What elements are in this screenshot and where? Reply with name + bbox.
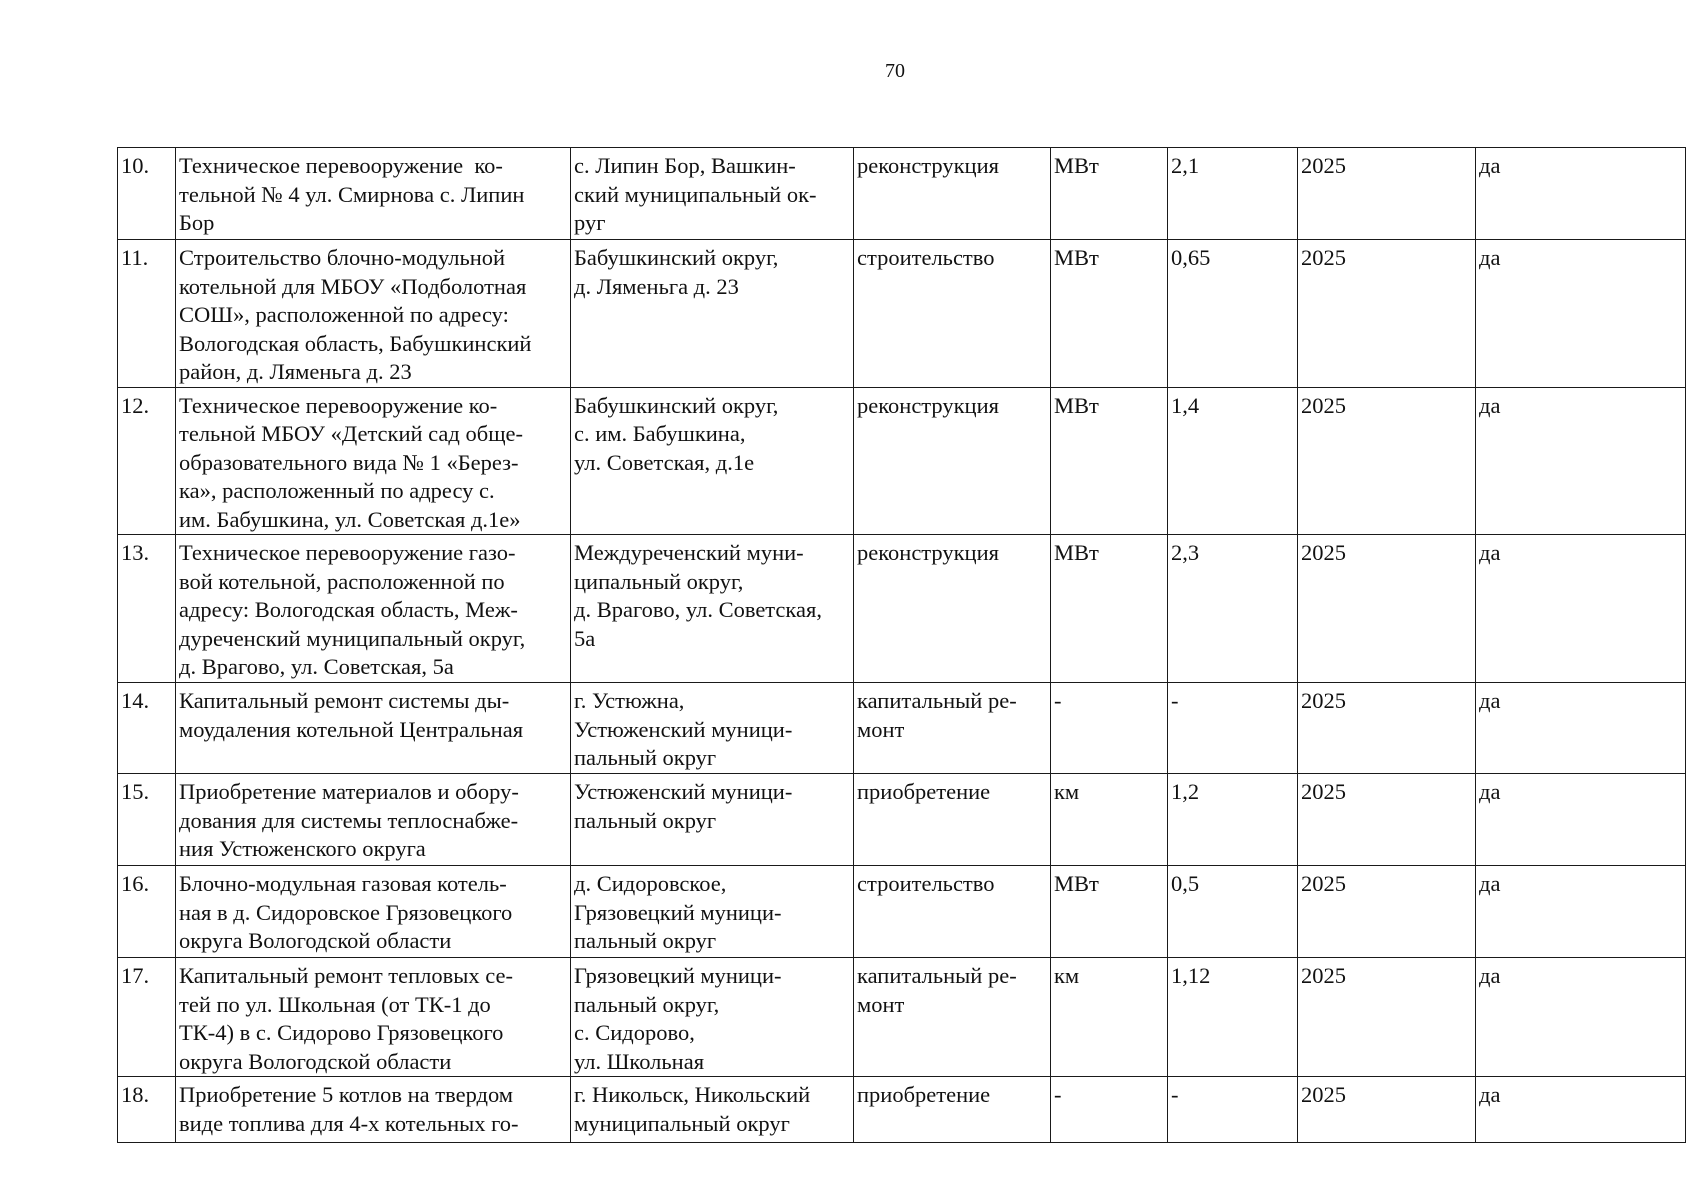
table-row bbox=[118, 958, 1686, 1077]
row-number-cell: 18. bbox=[118, 1077, 176, 1143]
year-cell: 2025 bbox=[1298, 683, 1476, 774]
location-cell: Междуреченский муни- ципальный округ, д. Врагово, ул. Советская, 5а bbox=[571, 535, 854, 683]
location-cell: д. Сидоровское, Грязовецкий муници- пальный округ bbox=[571, 866, 854, 958]
work-type-cell: капитальный ре- монт bbox=[854, 958, 1051, 1077]
unit-cell: МВт bbox=[1051, 387, 1168, 535]
table-row bbox=[118, 774, 1686, 866]
project-name-cell: Техническое перевооружение ко- тельной № 4 ул. Смирнова с. Липин Бор bbox=[176, 148, 571, 240]
year-cell: 2025 bbox=[1298, 866, 1476, 958]
project-name-cell: Блочно-модульная газовая котель- ная в д. Сидоровское Грязовецкого округа Вологодской области bbox=[176, 866, 571, 958]
project-name-cell: Капитальный ремонт тепловых се- тей по ул. Школьная (от ТК-1 до ТК-4) в с. Сидорово Грязовецкого округа Вологодской области bbox=[176, 958, 571, 1077]
flag-cell: да bbox=[1476, 683, 1686, 774]
unit-cell: - bbox=[1051, 1077, 1168, 1143]
capacity-value-cell: 2,1 bbox=[1168, 148, 1298, 240]
table-row bbox=[118, 240, 1686, 388]
row-number-cell: 10. bbox=[118, 148, 176, 240]
project-name-cell: Техническое перевооружение ко- тельной МБОУ «Детский сад обще- образовательного вида № 1 «Берез- ка», расположенный по адресу с. им. Бабушкина, ул. Советская д.1е» bbox=[176, 387, 571, 535]
year-cell: 2025 bbox=[1298, 387, 1476, 535]
flag-cell: да bbox=[1476, 958, 1686, 1077]
project-name-cell: Приобретение 5 котлов на твердом виде топлива для 4-х котельных го- bbox=[176, 1077, 571, 1143]
work-type-cell: приобретение bbox=[854, 1077, 1051, 1143]
unit-cell: МВт bbox=[1051, 535, 1168, 683]
project-name-cell: Строительство блочно-модульной котельной для МБОУ «Подболотная СОШ», расположенной по адресу: Вологодская область, Бабушкинский район, д. Ляменьга д. 23 bbox=[176, 240, 571, 388]
row-number-cell: 11. bbox=[118, 240, 176, 388]
flag-cell: да bbox=[1476, 774, 1686, 866]
year-cell: 2025 bbox=[1298, 774, 1476, 866]
row-number-cell: 12. bbox=[118, 387, 176, 535]
capacity-value-cell: - bbox=[1168, 1077, 1298, 1143]
work-type-cell: реконструкция bbox=[854, 148, 1051, 240]
work-type-cell: реконструкция bbox=[854, 387, 1051, 535]
year-cell: 2025 bbox=[1298, 958, 1476, 1077]
work-type-cell: реконструкция bbox=[854, 535, 1051, 683]
work-type-cell: строительство bbox=[854, 866, 1051, 958]
work-type-cell: строительство bbox=[854, 240, 1051, 388]
table-row bbox=[118, 866, 1686, 958]
capacity-value-cell: 1,2 bbox=[1168, 774, 1298, 866]
location-cell: Устюженский муници- пальный округ bbox=[571, 774, 854, 866]
flag-cell: да bbox=[1476, 1077, 1686, 1143]
year-cell: 2025 bbox=[1298, 1077, 1476, 1143]
unit-cell: км bbox=[1051, 774, 1168, 866]
table-row bbox=[118, 535, 1686, 683]
capacity-value-cell: 1,4 bbox=[1168, 387, 1298, 535]
flag-cell: да bbox=[1476, 866, 1686, 958]
row-number-cell: 16. bbox=[118, 866, 176, 958]
location-cell: Бабушкинский округ, с. им. Бабушкина, ул. Советская, д.1е bbox=[571, 387, 854, 535]
table-row bbox=[118, 387, 1686, 535]
project-name-cell: Техническое перевооружение газо- вой котельной, расположенной по адресу: Вологодская область, Меж- дуреченский муниципальный округ, д. Врагово, ул. Советская, 5а bbox=[176, 535, 571, 683]
location-cell: г. Устюжна, Устюженский муници- пальный округ bbox=[571, 683, 854, 774]
table-row bbox=[118, 148, 1686, 240]
unit-cell: МВт bbox=[1051, 148, 1168, 240]
unit-cell: МВт bbox=[1051, 240, 1168, 388]
table-row bbox=[118, 683, 1686, 774]
year-cell: 2025 bbox=[1298, 148, 1476, 240]
projects-table-body bbox=[118, 148, 1686, 1143]
row-number-cell: 15. bbox=[118, 774, 176, 866]
row-number-cell: 14. bbox=[118, 683, 176, 774]
work-type-cell: капитальный ре- монт bbox=[854, 683, 1051, 774]
row-number-cell: 17. bbox=[118, 958, 176, 1077]
location-cell: г. Никольск, Никольский муниципальный округ bbox=[571, 1077, 854, 1143]
location-cell: Бабушкинский округ, д. Ляменьга д. 23 bbox=[571, 240, 854, 388]
year-cell: 2025 bbox=[1298, 240, 1476, 388]
project-name-cell: Капитальный ремонт системы ды- моудаления котельной Центральная bbox=[176, 683, 571, 774]
capacity-value-cell: - bbox=[1168, 683, 1298, 774]
flag-cell: да bbox=[1476, 387, 1686, 535]
capacity-value-cell: 0,5 bbox=[1168, 866, 1298, 958]
page-number: 70 bbox=[885, 60, 905, 82]
capacity-value-cell: 0,65 bbox=[1168, 240, 1298, 388]
unit-cell: МВт bbox=[1051, 866, 1168, 958]
year-cell: 2025 bbox=[1298, 535, 1476, 683]
flag-cell: да bbox=[1476, 240, 1686, 388]
capacity-value-cell: 1,12 bbox=[1168, 958, 1298, 1077]
unit-cell: - bbox=[1051, 683, 1168, 774]
work-type-cell: приобретение bbox=[854, 774, 1051, 866]
location-cell: Грязовецкий муници- пальный округ, с. Сидорово, ул. Школьная bbox=[571, 958, 854, 1077]
location-cell: с. Липин Бор, Вашкин- ский муниципальный ок- руг bbox=[571, 148, 854, 240]
unit-cell: км bbox=[1051, 958, 1168, 1077]
table-row bbox=[118, 1077, 1686, 1143]
capacity-value-cell: 2,3 bbox=[1168, 535, 1298, 683]
row-number-cell: 13. bbox=[118, 535, 176, 683]
project-name-cell: Приобретение материалов и обору- дования для системы теплоснабже- ния Устюженского округа bbox=[176, 774, 571, 866]
projects-table bbox=[117, 147, 1686, 1143]
flag-cell: да bbox=[1476, 535, 1686, 683]
flag-cell: да bbox=[1476, 148, 1686, 240]
